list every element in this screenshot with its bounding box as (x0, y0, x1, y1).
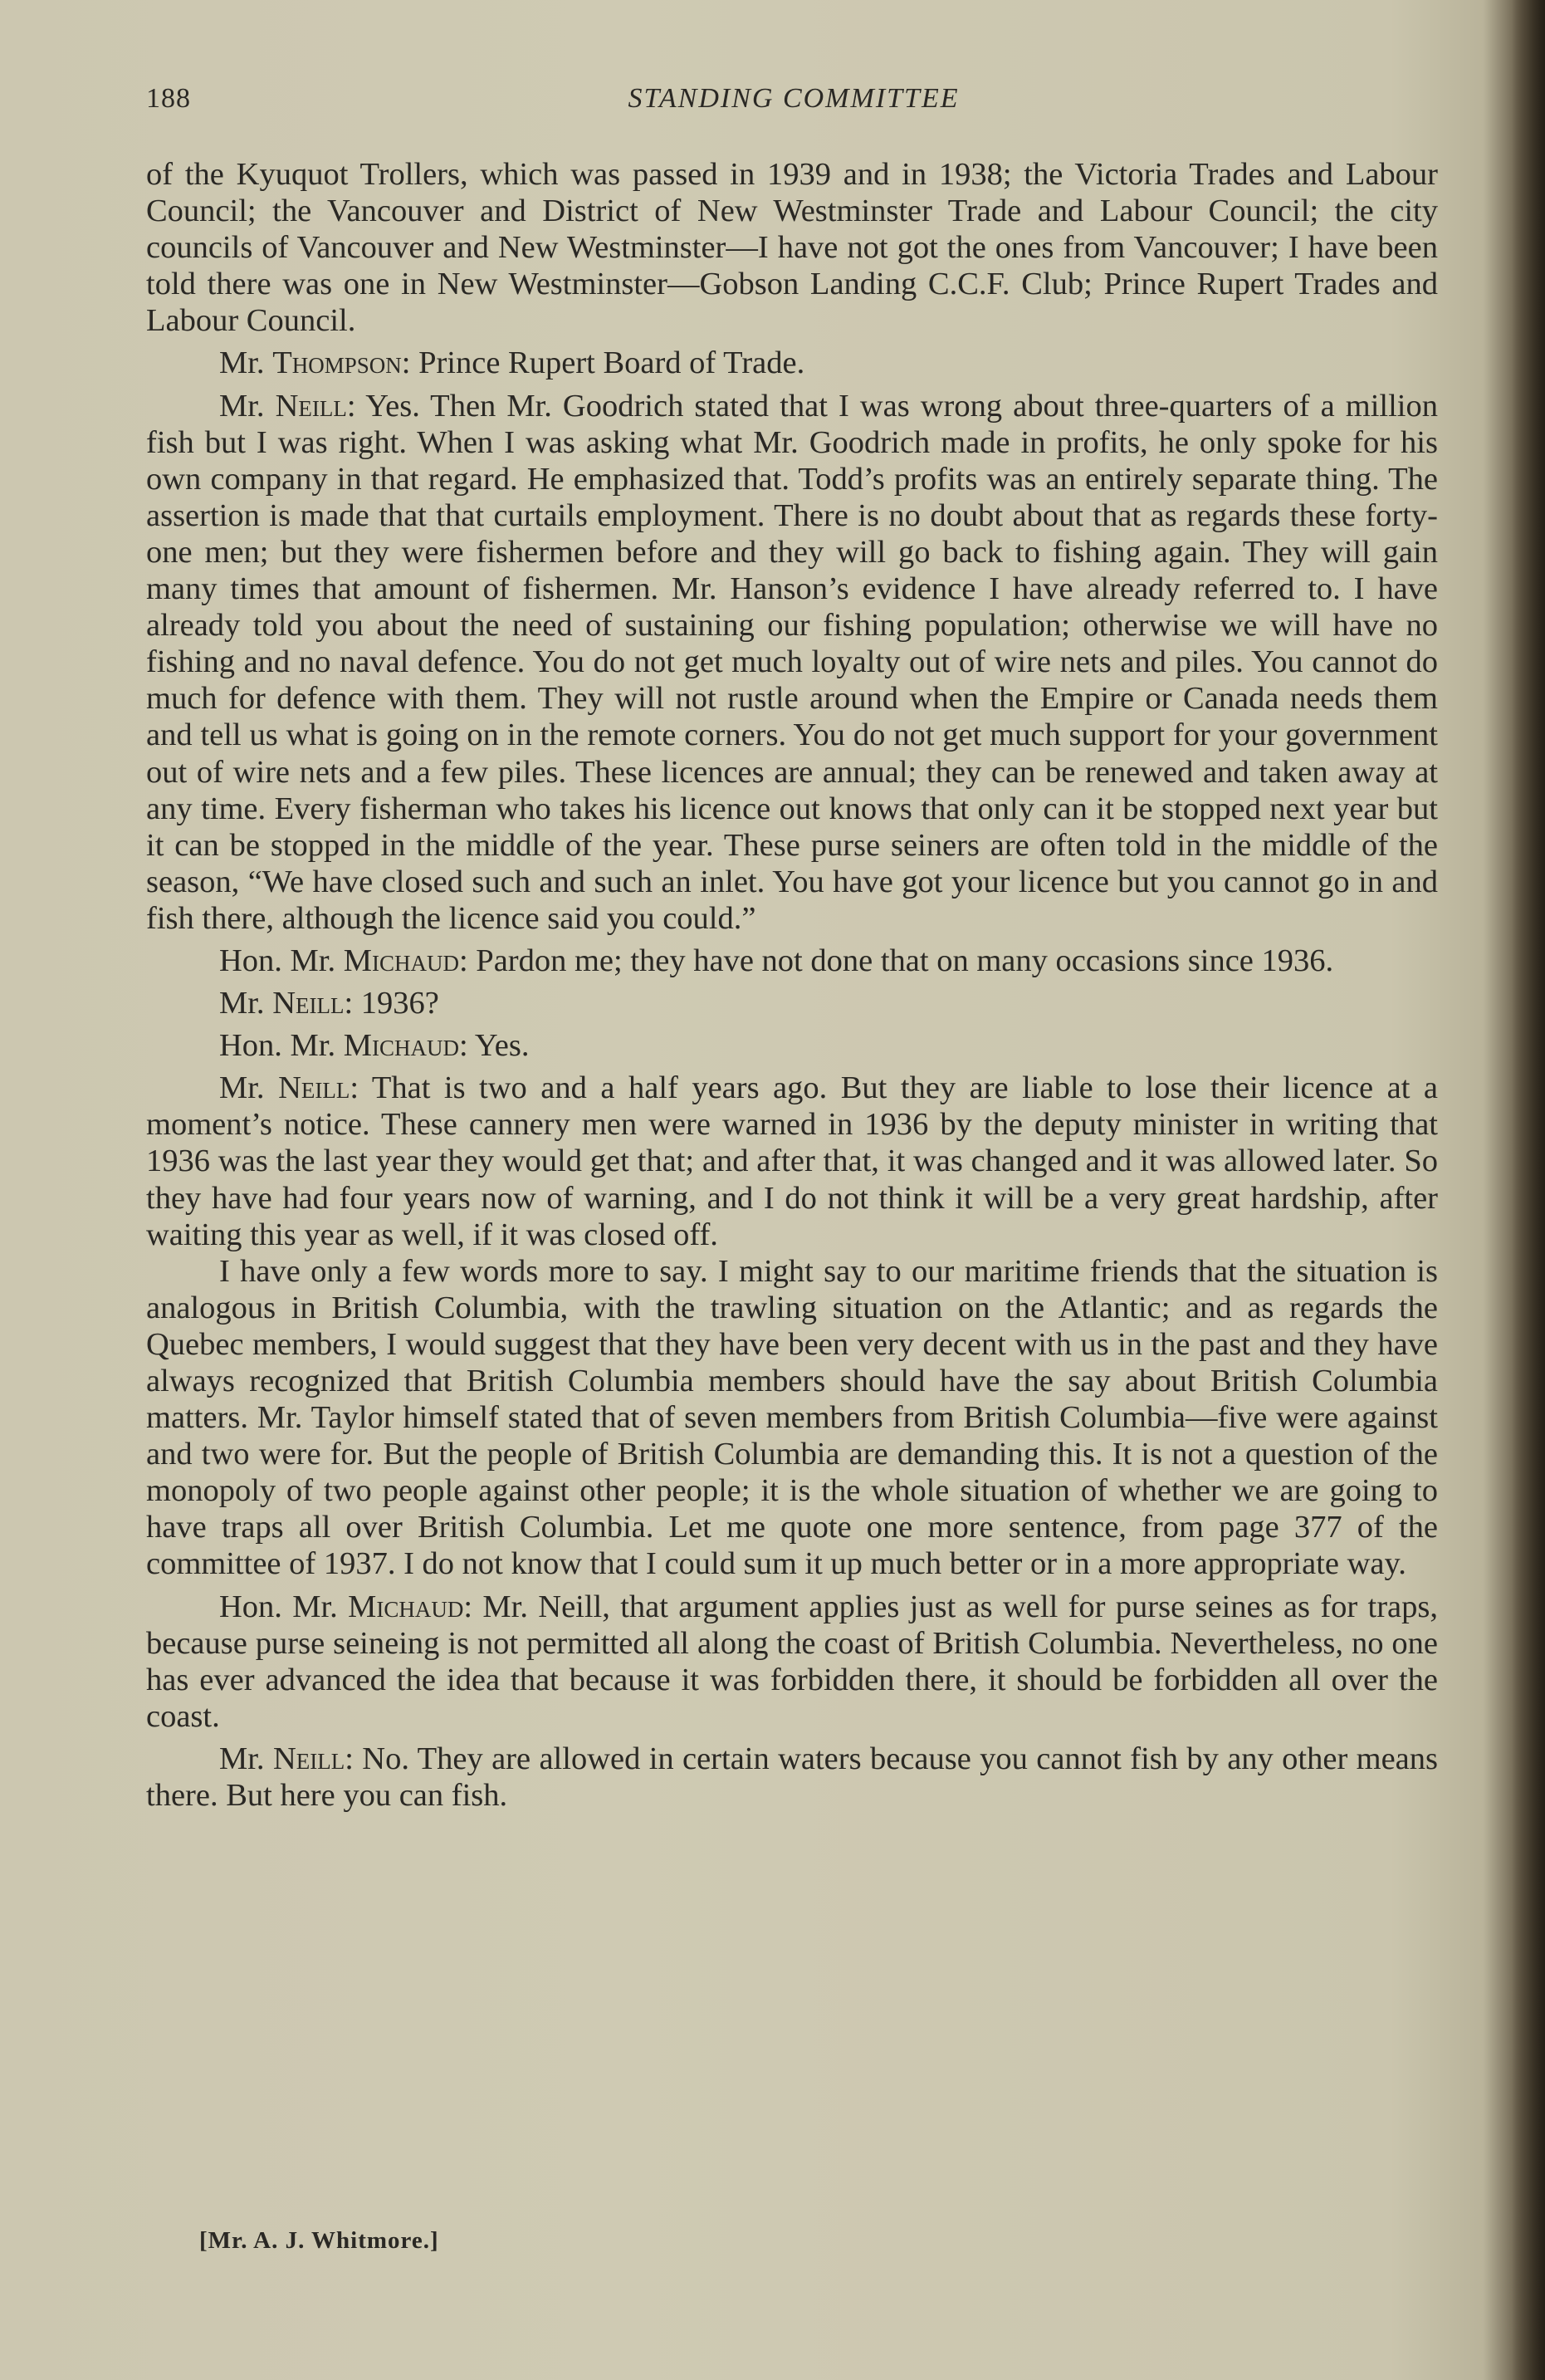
speaker-title: Mr. (219, 345, 265, 381)
speech-paragraph (146, 345, 1438, 381)
paragraph (146, 1253, 1438, 1583)
speech-paragraph (146, 1027, 1438, 1064)
running-head: STANDING COMMITTEE (628, 83, 960, 114)
speaker-name: Michaud (343, 943, 459, 978)
speaker-title: Mr. (219, 1741, 265, 1776)
paragraph (146, 156, 1438, 339)
paragraph-text: : Pardon me; they have not done that on many occasions since 1936. (458, 943, 1334, 978)
speaker-title: Hon. Mr. (219, 1589, 338, 1624)
speech-paragraph (146, 388, 1438, 937)
speaker-name: Neill (275, 388, 347, 424)
paragraph-text: I have only a few words more to say. I might say to our maritime friends that the situation is analogous in British Columbia, with the trawling situation on the Atlantic; and as regards the Quebec members, I would suggest that they have been very decent with us in the past and they have always recognized that British Columbia members should have the say about British Columbia matters. Mr. Taylor himself stated that of seven members from British Columbia—five were against and two were for. But the people of British Columbia are demanding this. It is not a question of the monopoly of two people against other people; it is the whole situation of whether we are going to have traps all over British Columbia. Let me quote one more sentence, from page 377 of the committee of 1937. I do not know that I could sum it up much better or in a more appropriate way. (146, 1253, 1438, 1582)
speech-paragraph (146, 1741, 1438, 1814)
page-header (146, 83, 1441, 125)
speaker-title: Mr. (219, 388, 265, 424)
paragraph-text: : Yes. (458, 1028, 530, 1064)
page-number: 188 (146, 83, 191, 114)
book-binding-shadow (1512, 0, 1545, 2380)
speaker-name: Michaud (343, 1028, 459, 1064)
speaker-name: Neill (272, 986, 345, 1021)
paragraph-text: : Prince Rupert Board of Trade. (401, 345, 805, 381)
speaker-name: Neill (278, 1070, 350, 1106)
speaker-title: Mr. (219, 986, 265, 1021)
speaker-title: Mr. (219, 1070, 265, 1106)
speaker-name: Michaud (348, 1589, 464, 1624)
speech-paragraph (146, 943, 1438, 979)
page-body (146, 156, 1438, 1814)
speaker-name: Neill (272, 1741, 345, 1776)
paragraph-text: : Mr. Neill, that argument applies just as well for purse seines as for traps, because purse seineing is not permitted all along the coast of British Columbia. Nevertheless, no one has ever advanced the idea that because it was forbidden there, it should be forbidden all over the coast. (146, 1589, 1438, 1734)
speech-paragraph (146, 985, 1438, 1021)
paragraph-text: of the Kyuquot Trollers, which was passed in 1939 and in 1938; the Victoria Trades and Labour Council; the Vancouver and District of New Westminster Trade and Labour Council; the city councils of Vancouver and New Westminster—I have not got the ones from Vancouver; I have been told there was one in New Westminster—Gobson Landing C.C.F. Club; Prince Rupert Trades and Labour Council. (146, 157, 1438, 339)
paragraph-text: : No. They are allowed in certain waters because you cannot fish by any other means there. But here you can fish. (146, 1741, 1438, 1814)
paragraph-text: : That is two and a half years ago. But they are liable to lose their licence at a moment’s notice. These cannery men were warned in 1936 by the deputy minister in writing that 1936 was the last year they would get that; and after that, it was changed and it was allowed later. So they have had four years now of warning, and I do not think it will be a very great hardship, after waiting this year as well, if it was closed off. (146, 1070, 1439, 1252)
speech-paragraph (146, 1589, 1438, 1735)
footer-note: [Mr. A. J. Whitmore.] (199, 2227, 439, 2254)
paragraph-text: : Yes. Then Mr. Goodrich stated that I was wrong about three-quarters of a million fish but I was right. When I was asking what Mr. Goodrich made in profits, he only spoke for his own company in that regard. He emphasized that. Todd’s profits was an entirely separate thing. The assertion is made that that curtails employment. There is no doubt about that as regards these forty-one men; but they were fishermen before and they will go back to fishing again. They will gain many times that amount of fishermen. Mr. Hanson’s evidence I have already referred to. I have already told you about the need of sustaining our fishing population; otherwise we will have no fishing and no naval defence. You do not get much loyalty out of wire nets and piles. You cannot do much for defence with them. They will not rustle around when the Empire or Canada needs them and tell us what is going on in the remote corners. You do not get much support for your government out of wire nets and a few piles. These licences are annual; they can be renewed and taken away at any time. Every fisherman who takes his licence out knows that only can it be stopped next year but it can be stopped in the middle of the year. These purse seiners are often told in the middle of the season, “We have closed such and such an inlet. You have got your licence but you cannot go in and fish there, although the licence said you could.” (146, 388, 1439, 936)
speech-paragraph (146, 1070, 1438, 1252)
paragraph-text: : 1936? (344, 986, 439, 1021)
speaker-title: Hon. Mr. (219, 1028, 336, 1064)
speaker-title: Hon. Mr. (219, 943, 336, 978)
speaker-name: Thompson (272, 345, 402, 381)
